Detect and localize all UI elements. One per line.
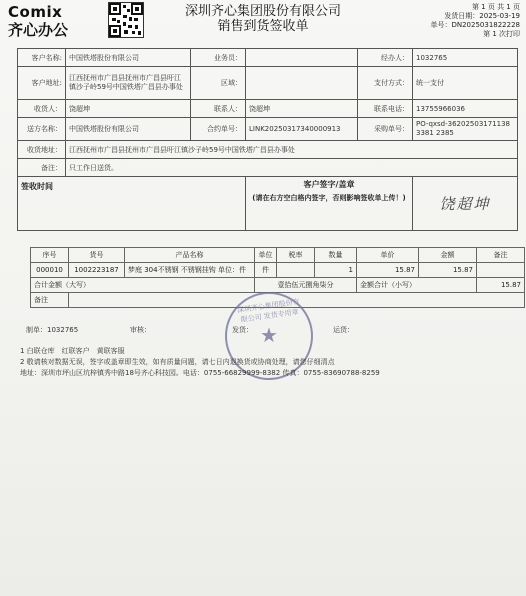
maker-value: 1032765 bbox=[47, 326, 79, 334]
items-col-header: 税率 bbox=[277, 248, 315, 263]
ship-date: 发货日期：2025-03-19 bbox=[444, 12, 520, 20]
item-cell: 件 bbox=[255, 263, 277, 278]
handler-label: 经办人： bbox=[358, 49, 413, 67]
customer-name-label: 客户名称: bbox=[18, 49, 66, 67]
customer-address: 江西抚州市广昌县抚州市广昌县旴江镇沙子岭59号中国铁塔广昌县办事处 bbox=[66, 67, 191, 100]
items-col-header: 货号 bbox=[69, 248, 125, 263]
maker-label: 制单： bbox=[26, 326, 47, 334]
verify-note: 2 敬请核对数据无误，签字或盖章即生效，如有质量问题，请七日内退换货或协商处理，请您仔细清点 bbox=[20, 358, 335, 366]
item-cell: 15.87 bbox=[357, 263, 419, 278]
page-info bbox=[430, 3, 520, 39]
table-row bbox=[31, 263, 525, 278]
delivery-address: 江西抚州市广昌县抚州市广昌县旴江镇沙子岭59号中国铁塔广昌县办事处 bbox=[66, 141, 518, 159]
page-count: 第 1 页 共 1 页 bbox=[471, 3, 520, 11]
order-number: 单号：DN2025031822228 bbox=[430, 21, 520, 29]
items-col-header: 单位 bbox=[255, 248, 277, 263]
document-title: 销售到货签收单 bbox=[217, 19, 309, 34]
items-col-header: 单价 bbox=[357, 248, 419, 263]
items-col-header: 产品名称 bbox=[125, 248, 255, 263]
items-col-header: 备注 bbox=[477, 248, 525, 263]
items-col-header: 序号 bbox=[31, 248, 69, 263]
signature-area[interactable] bbox=[413, 177, 518, 231]
consignee-label: 收货人： bbox=[18, 100, 66, 118]
items-col-header: 数量 bbox=[315, 248, 357, 263]
seal-star-icon: ★ bbox=[260, 323, 278, 347]
items-col-header: 金额 bbox=[419, 248, 477, 263]
customer-address-label: 客户地址: bbox=[18, 67, 66, 100]
sign-note: (请在右方空白格内签字，否则影响签收单上传！) bbox=[252, 194, 406, 202]
copy-note: 1 白联仓库 红联客户 黄联客服 bbox=[20, 347, 125, 355]
seal-text: 深圳齐心集团股份有限公司 发货专用章 bbox=[236, 297, 301, 324]
remark-label: 备注： bbox=[18, 159, 66, 177]
handwritten-signature: 饶超坤 bbox=[439, 195, 491, 213]
item-cell: 15.87 bbox=[419, 263, 477, 278]
purchase-number: PO-qxsd-362025031711383381 2385 bbox=[413, 118, 518, 141]
ship-to-label: 送方名称： bbox=[18, 118, 66, 141]
contract-number: LINK20250317340000913 bbox=[246, 118, 358, 141]
items-remark-label: 备注 bbox=[31, 293, 69, 308]
consignee: 饶超坤 bbox=[66, 100, 191, 118]
contract-label: 合约单号： bbox=[191, 118, 246, 141]
brand-en: Comix bbox=[8, 3, 63, 21]
salesperson-label: 业务员： bbox=[191, 49, 246, 67]
handler: 1032765 bbox=[413, 49, 518, 67]
customer-sign-label: 客户签字/盖章 bbox=[303, 180, 355, 189]
region-label: 区域： bbox=[191, 67, 246, 100]
items-header-row bbox=[31, 248, 525, 263]
salesperson bbox=[246, 49, 358, 67]
payment-label: 支付方式： bbox=[358, 67, 413, 100]
customer-sign-box bbox=[246, 177, 413, 231]
item-cell bbox=[277, 263, 315, 278]
remark: 只工作日送货。 bbox=[66, 159, 518, 177]
total-upper-label: 合计金额（大写） bbox=[31, 278, 255, 293]
company-name: 深圳齐心集团股份有限公司 bbox=[184, 4, 341, 19]
brand-cn: 齐心办公 bbox=[8, 21, 69, 39]
item-cell: 000010 bbox=[31, 263, 69, 278]
contact-label: 联系人： bbox=[191, 100, 246, 118]
total-lower: 15.87 bbox=[477, 278, 525, 293]
receipt-time-label: 签收时间 bbox=[18, 177, 246, 231]
total-upper: 壹拾伍元捌角柒分 bbox=[255, 278, 357, 293]
phone-label: 联系电话： bbox=[358, 100, 413, 118]
reviewer-label: 审核： bbox=[130, 326, 151, 334]
item-cell: 1 bbox=[315, 263, 357, 278]
phone: 13755966036 bbox=[413, 100, 518, 118]
item-cell: 1002223187 bbox=[69, 263, 125, 278]
purchase-label: 采购单号： bbox=[358, 118, 413, 141]
item-cell: 梦庭 304不锈钢 不锈钢挂钩 单位：件 bbox=[125, 263, 255, 278]
contact: 饶超坤 bbox=[246, 100, 358, 118]
header-info-table bbox=[17, 48, 518, 231]
customer-name: 中国铁塔股份有限公司 bbox=[66, 49, 191, 67]
shipper-label: 发货： bbox=[232, 326, 253, 334]
maker bbox=[26, 325, 78, 335]
delivery-address-label: 收货地址： bbox=[18, 141, 66, 159]
company-address: 地址：深圳市坪山区坑梓镇秀中路18号齐心科技园。电话：0755-66829999-8382 传真：0755-83690788-8259 bbox=[20, 369, 380, 377]
print-count: 第 1 次打印 bbox=[483, 30, 520, 38]
payment: 统一支付 bbox=[413, 67, 518, 100]
total-lower-label: 金额合计（小写） bbox=[357, 278, 477, 293]
item-cell bbox=[477, 263, 525, 278]
ship-to: 中国铁塔股份有限公司 bbox=[66, 118, 191, 141]
region bbox=[246, 67, 358, 100]
footer-notes bbox=[20, 346, 380, 379]
carrier-label: 运货： bbox=[333, 326, 354, 334]
